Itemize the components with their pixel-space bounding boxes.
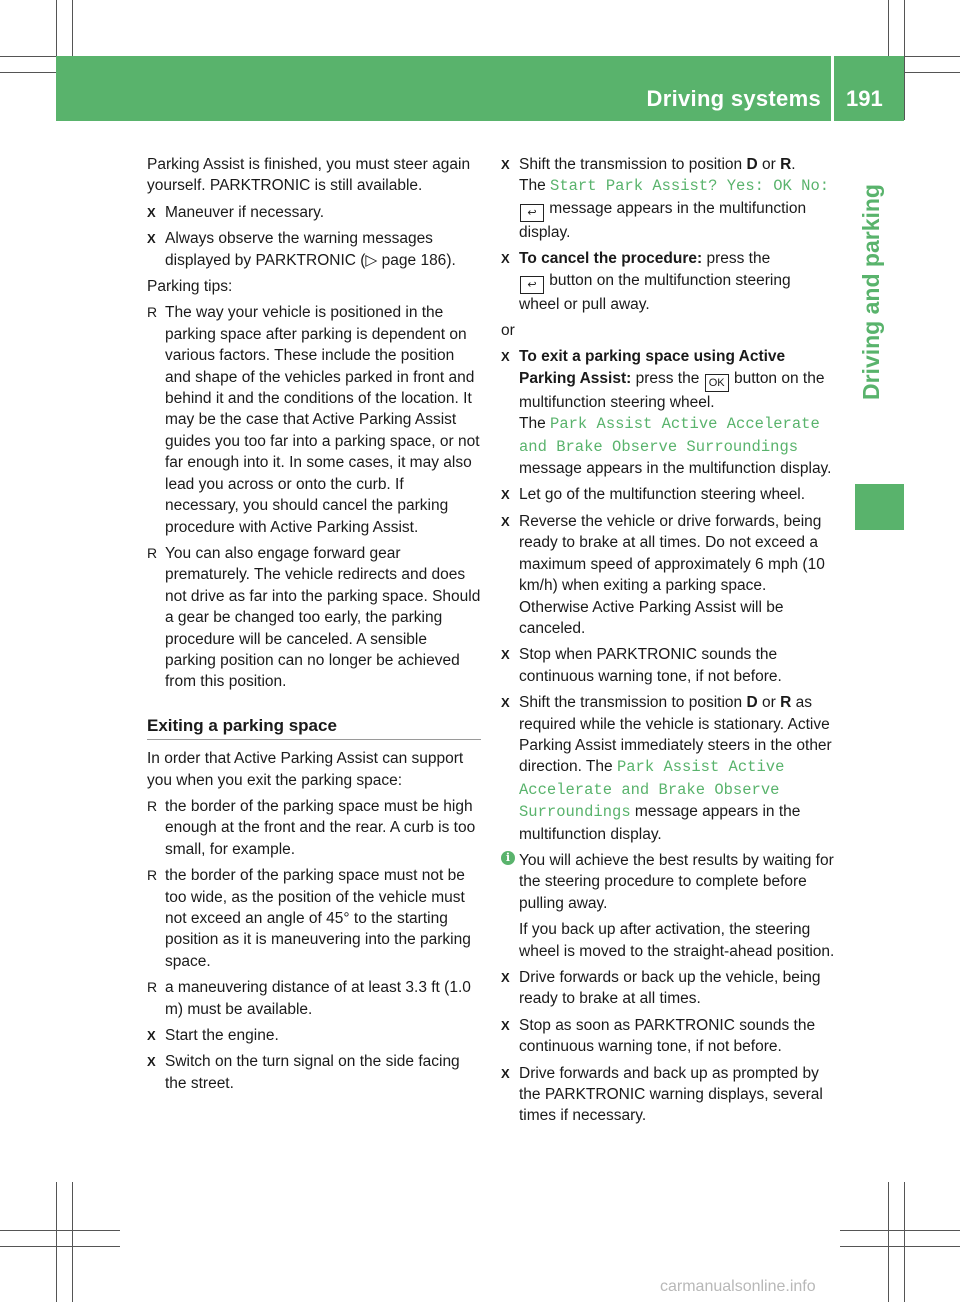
bullet-icon: R — [147, 867, 158, 884]
crop-mark — [840, 1246, 960, 1247]
step-arrow-icon: X — [147, 1028, 156, 1044]
bullet-item: R the border of the parking space must not be too wide, as the position of the vehicle must not exceed an angle of 45° to the starting position as it is maneuvering into the parking space. — [147, 867, 471, 970]
instruction-step: X Switch on the turn signal on the side facing the street. — [147, 1053, 460, 1092]
bullet-item: R You can also engage forward gear prematurely. The vehicle redirects and does not drive as far into the parking space. Should a gear be changed too early, the parking procedure will be canceled. A sensible parking position can no longer be achieved from this position. — [147, 544, 481, 691]
left-column — [147, 154, 481, 1099]
instruction-step: X Stop as soon as PARKTRONIC sounds the continuous warning tone, if not before. — [501, 1016, 816, 1056]
display-message: Park Assist Active Accelerate and Brake Observe Surroundings — [519, 758, 785, 822]
page-header — [56, 56, 904, 121]
instruction-step: X Start the engine. — [147, 1025, 481, 1046]
step-arrow-icon: X — [147, 204, 156, 220]
crop-mark — [0, 1230, 120, 1231]
page-number: 191 — [846, 86, 883, 111]
bullet-icon: R — [147, 979, 158, 996]
step-arrow-icon: X — [501, 1065, 510, 1081]
instruction-step: X Shift the transmission to position D or R. The Start Park Assist? Yes: OK No: ↩ message appears in the multifunction display. — [501, 156, 830, 241]
crop-mark — [888, 1182, 889, 1302]
back-button-icon: ↩ — [520, 204, 544, 222]
step-arrow-icon: X — [501, 157, 510, 172]
step-arrow-icon: X — [147, 231, 156, 247]
paragraph: Parking Assist is finished, you must steer again yourself. PARKTRONIC is still available. — [147, 156, 471, 195]
step-arrow-icon: X — [501, 487, 510, 503]
info-note-paragraph: If you back up after activation, the steering wheel is moved to the straight-ahead position. — [519, 921, 835, 960]
bullet-item: R the border of the parking space must be high enough at the front and the rear. A curb is too small, for example. — [147, 797, 476, 858]
section-heading: Exiting a parking space — [147, 715, 481, 740]
bullet-icon: R — [147, 797, 158, 814]
bullet-item: R a maneuvering distance of at least 3.3 ft (1.0 m) must be available. — [147, 979, 471, 1018]
header-divider — [831, 56, 834, 121]
chapter-title: Driving systems — [646, 86, 821, 111]
ok-button-icon: OK — [705, 374, 729, 392]
step-arrow-icon: X — [501, 970, 510, 985]
instruction-step: X Drive forwards and back up as prompted by the PARKTRONIC warning displays, several times if necessary. — [501, 1064, 823, 1125]
display-message: Park Assist Active Accelerate and Brake Observe Surroundings — [519, 415, 820, 456]
side-tab-marker — [855, 484, 904, 530]
crop-mark — [56, 1182, 57, 1302]
crop-mark — [904, 0, 905, 120]
instruction-step: X Always observe the warning messages displayed by PARKTRONIC (▷ page 186). — [147, 230, 456, 269]
instruction-step: X Let go of the multifunction steering wheel. — [501, 484, 835, 505]
tips-label: Parking tips: — [147, 278, 233, 296]
instruction-step: X Maneuver if necessary. — [147, 202, 481, 223]
step-arrow-icon: X — [501, 647, 510, 663]
instruction-step: X To cancel the procedure: press the ↩ button on the multifunction steering wheel or pull away. — [501, 250, 791, 313]
side-tab-label: Driving and parking — [858, 184, 884, 400]
crop-mark — [0, 1246, 120, 1247]
paragraph: In order that Active Parking Assist can support you when you exit the parking space: — [147, 750, 464, 789]
step-arrow-icon: X — [501, 1017, 510, 1033]
crop-mark — [72, 1182, 73, 1302]
instruction-step: X Stop when PARKTRONIC sounds the continuous warning tone, if not before. — [501, 646, 782, 685]
instruction-step: X Shift the transmission to position D or R as required while the vehicle is stationary. Active Parking Assist immediately steers in the other direction. The Park Assist Active Accelerate and Brake Observe Surroundings message appears in the multifunction display. — [501, 694, 832, 843]
crop-mark — [904, 1182, 905, 1302]
crop-mark — [840, 1230, 960, 1231]
bullet-icon: R — [147, 304, 158, 321]
bullet-item: R The way your vehicle is positioned in the parking space after parking is dependent on various factors. These include the position and shape of the vehicles parked in front and behind it and the conditions of the location. It may be the case that Active Parking Assist guides you too far into a parking space, or not far enough into it. In some cases, it may also lead you across or onto the curb. If necessary, you should cancel the parking procedure with Active Parking Assist. — [147, 304, 480, 536]
bullet-icon: R — [147, 544, 158, 561]
instruction-step: X Drive forwards or back up the vehicle, being ready to brake at all times. — [501, 969, 821, 1008]
page-reference-icon: ▷ — [365, 251, 382, 269]
step-arrow-icon: X — [147, 1054, 156, 1070]
step-arrow-icon: X — [501, 695, 510, 711]
info-note: i You will achieve the best results by waiting for the steering procedure to complete before pulling away. — [501, 850, 835, 914]
step-arrow-icon: X — [501, 513, 510, 529]
instruction-step: X Reverse the vehicle or drive forwards, being ready to brake at all times. Do not exceed a maximum speed of approximately 6 mph (10 km/h) when exiting a parking space. Otherwise Active Parking Assist will be canceled. — [501, 512, 825, 637]
or-label: or — [501, 322, 515, 340]
back-button-icon: ↩ — [520, 276, 544, 294]
side-tab — [838, 121, 904, 462]
step-arrow-icon: X — [501, 251, 510, 267]
info-icon: i — [501, 851, 515, 865]
right-column — [501, 154, 835, 1132]
watermark: carmanualsonline.info — [660, 1278, 816, 1295]
step-arrow-icon: X — [501, 349, 510, 365]
instruction-step: X To exit a parking space using Active Parking Assist: press the OK button on the multifunction steering wheel. The Park Assist Active Accelerate and Brake Observe Surroundings message appears in the multifunction display. — [501, 348, 832, 478]
display-message: Start Park Assist? Yes: OK No: — [550, 177, 830, 196]
page-reference-link[interactable]: page 186 — [381, 251, 447, 269]
